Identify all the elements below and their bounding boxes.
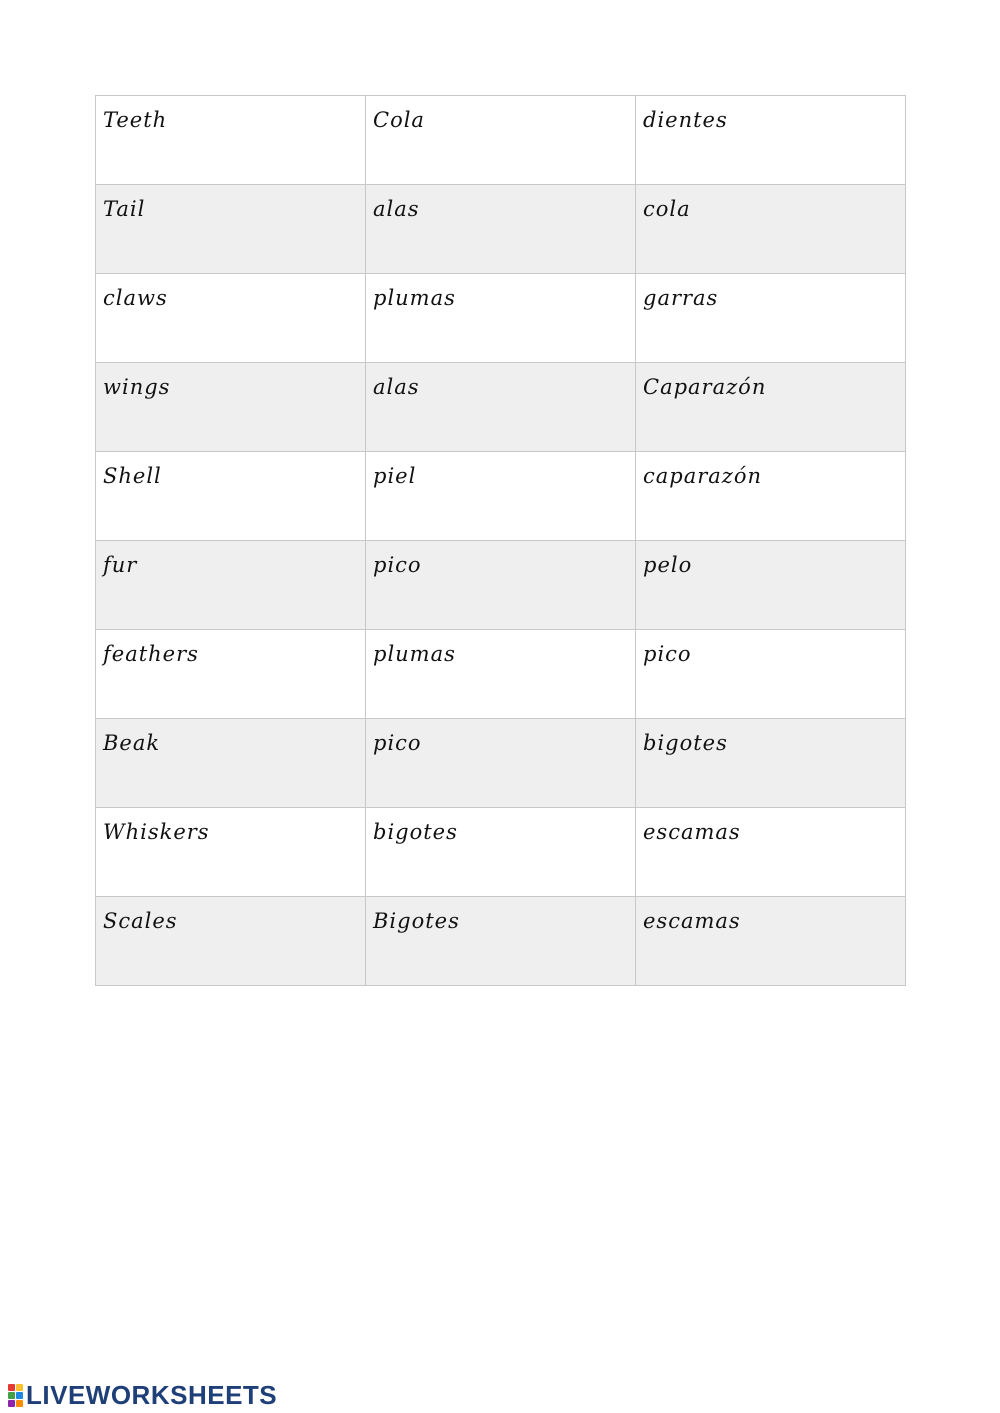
table-cell: Teeth — [96, 96, 366, 185]
logo-block — [8, 1384, 15, 1391]
table-cell: pico — [636, 630, 906, 719]
table-row — [96, 274, 906, 363]
table-cell: feathers — [96, 630, 366, 719]
table-cell: Beak — [96, 719, 366, 808]
table-row — [96, 96, 906, 185]
table-row — [96, 808, 906, 897]
liveworksheets-logo-icon — [8, 1384, 23, 1407]
table-cell: plumas — [366, 630, 636, 719]
table-cell: Cola — [366, 96, 636, 185]
table-cell: dientes — [636, 96, 906, 185]
table-cell: Whiskers — [96, 808, 366, 897]
table-cell: Tail — [96, 185, 366, 274]
table-cell: Bigotes — [366, 897, 636, 986]
table-row — [96, 363, 906, 452]
table-row — [96, 185, 906, 274]
table-cell: Shell — [96, 452, 366, 541]
table-cell: escamas — [636, 808, 906, 897]
logo-block — [8, 1392, 15, 1399]
vocabulary-table — [95, 95, 906, 986]
table-cell: alas — [366, 363, 636, 452]
table-cell: escamas — [636, 897, 906, 986]
logo-block — [16, 1392, 23, 1399]
table-cell: Scales — [96, 897, 366, 986]
table-cell: pico — [366, 719, 636, 808]
table-row — [96, 719, 906, 808]
table-cell: fur — [96, 541, 366, 630]
table-row — [96, 541, 906, 630]
logo-text: LIVEWORKSHEETS — [26, 1379, 278, 1410]
table-row — [96, 630, 906, 719]
table-cell: bigotes — [636, 719, 906, 808]
table-cell: Caparazón — [636, 363, 906, 452]
table-cell: cola — [636, 185, 906, 274]
table-cell: plumas — [366, 274, 636, 363]
logo-block — [16, 1400, 23, 1407]
table-cell: alas — [366, 185, 636, 274]
table-cell: caparazón — [636, 452, 906, 541]
logo-block — [16, 1384, 23, 1391]
table-cell: pelo — [636, 541, 906, 630]
table-cell: claws — [96, 274, 366, 363]
table-cell: wings — [96, 363, 366, 452]
table-row — [96, 897, 906, 986]
logo-block — [8, 1400, 15, 1407]
table-cell: garras — [636, 274, 906, 363]
table-row — [96, 452, 906, 541]
table-cell: pico — [366, 541, 636, 630]
liveworksheets-logo — [8, 1381, 277, 1409]
table-cell: bigotes — [366, 808, 636, 897]
table-cell: piel — [366, 452, 636, 541]
